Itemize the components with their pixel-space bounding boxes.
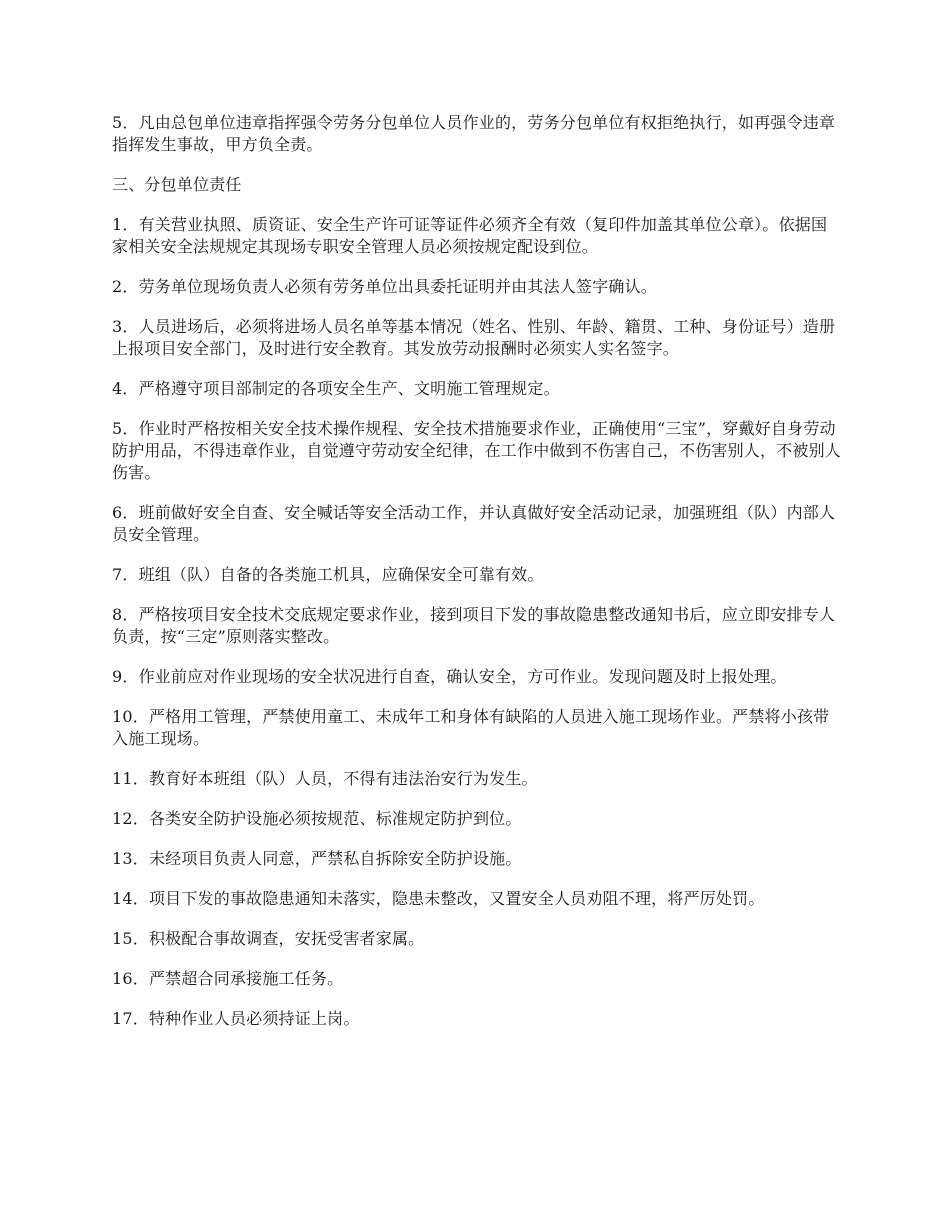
paragraph-clause-5-general-contractor: 5．凡由总包单位违章指挥强令劳务分包单位人员作业的，劳务分包单位有权拒绝执行，如再强令违章指挥发生事故，甲方负全责。 bbox=[112, 113, 836, 154]
paragraph-clause-2: 2．劳务单位现场负责人必须有劳务单位出具委托证明并由其法人签字确认。 bbox=[112, 277, 657, 296]
paragraph-clause-16: 16．严禁超合同承接施工任务。 bbox=[112, 969, 344, 988]
paragraph-clause-12: 12．各类安全防护设施必须按规范、标准规定防护到位。 bbox=[112, 809, 522, 828]
paragraph-clause-8: 8．严格按项目安全技术交底规定要求作业，接到项目下发的事故隐患整改通知书后，应立即安排专人负责，按“三定”原则落实整改。 bbox=[112, 605, 836, 646]
paragraph-clause-1: 1．有关营业执照、质资证、安全生产许可证等证件必须齐全有效（复印件加盖其单位公章）。依据国家相关安全法规规定其现场专职安全管理人员必须按规定配设到位。 bbox=[112, 215, 828, 256]
paragraph-clause-11: 11．教育好本班组（队）人员，不得有违法治安行为发生。 bbox=[112, 769, 538, 788]
paragraph-clause-5: 5．作业时严格按相关安全技术操作规程、安全技术措施要求作业，正确使用“三宝”，穿戴好自身劳动防护用品，不得违章作业，自觉遵守劳动安全纪律，在工作中做到不伤害自己，不伤害别人，不被别人伤害。 bbox=[112, 419, 842, 482]
section-heading-subcontractor-duties: 三、分包单位责任 bbox=[112, 175, 242, 194]
paragraph-clause-3: 3．人员进场后，必须将进场人员名单等基本情况（姓名、性别、年龄、籍贯、工种、身份证号）造册上报项目安全部门，及时进行安全教育。其发放劳动报酬时必须实人实名签字。 bbox=[112, 317, 836, 358]
paragraph-clause-14: 14．项目下发的事故隐患通知未落实，隐患未整改，又置安全人员劝阻不理，将严厉处罚。 bbox=[112, 889, 765, 908]
paragraph-clause-4: 4．严格遵守项目部制定的各项安全生产、文明施工管理规定。 bbox=[112, 379, 560, 398]
paragraph-clause-6: 6．班前做好安全自查、安全喊话等安全活动工作，并认真做好安全活动记录，加强班组（队）内部人员安全管理。 bbox=[112, 503, 836, 544]
document-body bbox=[112, 112, 842, 1048]
paragraph-clause-17: 17．特种作业人员必须持证上岗。 bbox=[112, 1009, 360, 1028]
paragraph-clause-9: 9．作业前应对作业现场的安全状况进行自查，确认安全，方可作业。发现问题及时上报处理。 bbox=[112, 667, 787, 686]
paragraph-clause-15: 15．积极配合事故调查，安抚受害者家属。 bbox=[112, 929, 425, 948]
paragraph-clause-7: 7．班组（队）自备的各类施工机具，应确保安全可靠有效。 bbox=[112, 565, 544, 584]
paragraph-clause-10: 10．严格用工管理，严禁使用童工、未成年工和身体有缺陷的人员进入施工现场作业。严禁将小孩带入施工现场。 bbox=[112, 707, 830, 748]
paragraph-clause-13: 13．未经项目负责人同意，严禁私自拆除安全防护设施。 bbox=[112, 849, 522, 868]
